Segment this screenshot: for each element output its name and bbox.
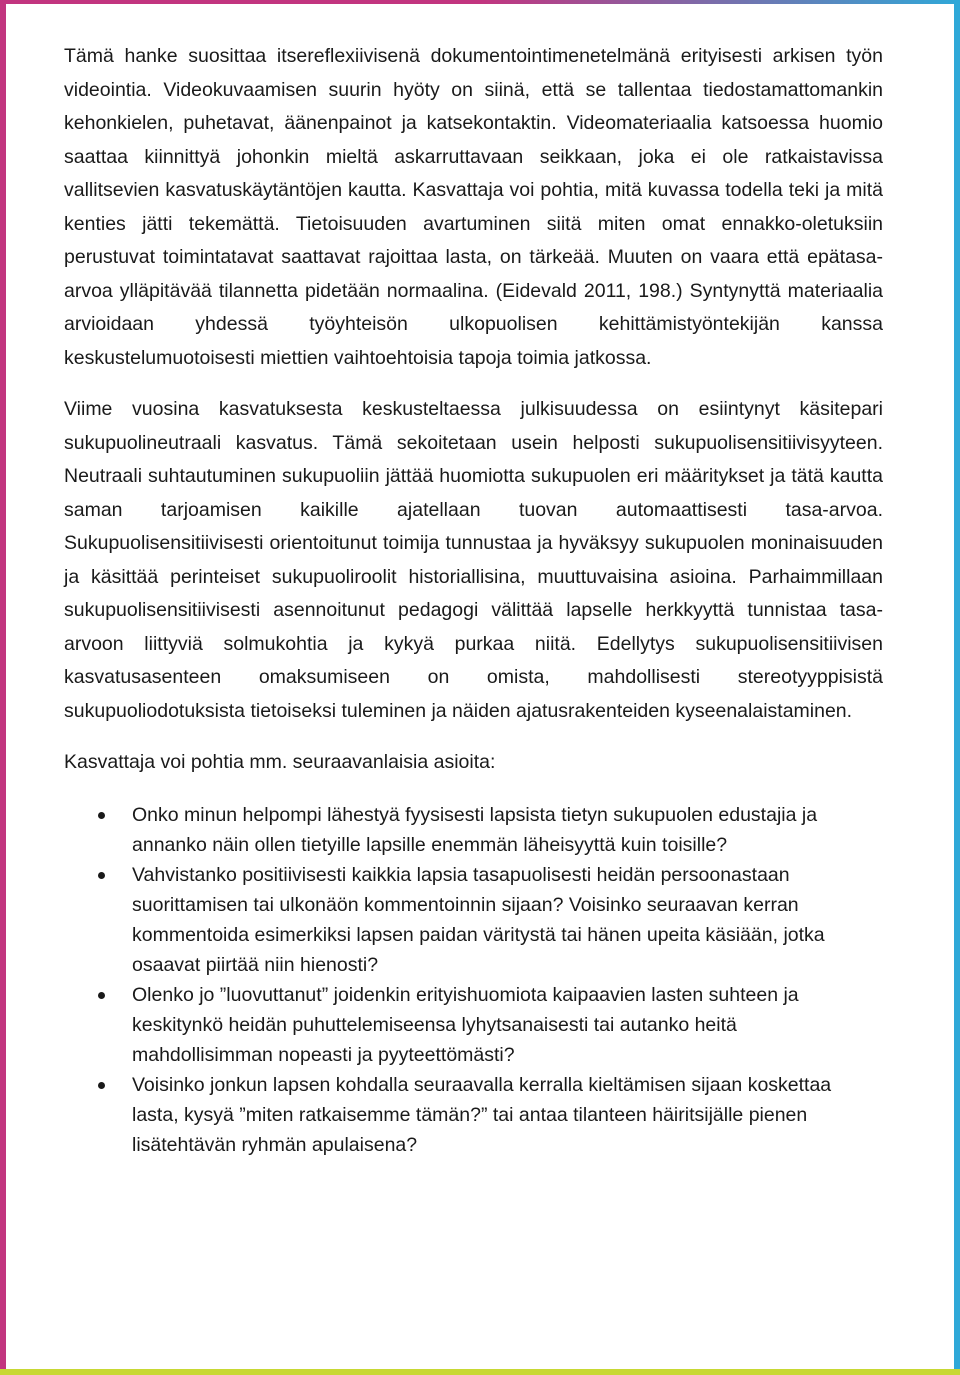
bullet-icon <box>98 992 105 999</box>
list-item-text: Voisinko jonkun lapsen kohdalla seuraavalla kerralla kieltämisen sijaan koskettaa lasta, kysyä ”miten ratkaisemme tämän?” tai antaa tilanteen häiritsijälle pienen lisätehtävän ryhmän apulaisena? <box>132 1073 832 1156</box>
list-item <box>64 980 883 1070</box>
document-body <box>64 40 883 1160</box>
paragraph-video-documentation: Tämä hanke suosittaa itsereflexiivisenä dokumentointimenetelmänä erityisesti arkisen työn videointia. Videokuvaamisen suurin hyöty on siinä, että se tallentaa tiedostamattomankin kehonkielen, puhetavat, äänenpainot ja katsekontaktin. Videomateriaalia katsoessa huomio saattaa kiinnittyä johonkin mieltä askarruttavaan seikkaan, joka ei ole ratkaistavissa vallitsevien kasvatuskäytäntöjen kautta. Kasvattaja voi pohtia, mitä kuvassa todella teki ja mitä kenties jätti tekemättä. Tietoisuuden avartuminen siitä miten omat ennakko-oletuksiin perustuvat toimintatavat saattavat rajoittaa lasta, on tärkeää. Muuten on vaara että epätasa-arvoa ylläpitävää tilannetta pidetään normaalina. (Eidevald 2011, 198.) Syntynyttä materiaalia arvioidaan yhdessä työyhteisön ulkopuolisen kehittämistyöntekijän kanssa keskustelumuotoisesti miettien vaihtoehtoisia tapoja toimia jatkossa. <box>64 45 883 369</box>
list-item-text: Onko minun helpompi lähestyä fyysisesti lapsista tietyn sukupuolen edustajia ja annanko näin ollen tietyille lapsille enemmän läheisyyttä kuin toisille? <box>132 803 818 856</box>
paragraph-list-intro: Kasvattaja voi pohtia mm. seuraavanlaisia asioita: <box>64 751 496 773</box>
list-item <box>64 860 883 980</box>
frame-border-left <box>0 0 6 1375</box>
frame-border-top <box>0 0 960 4</box>
bullet-icon <box>98 812 105 819</box>
list-item <box>64 1070 883 1160</box>
bullet-icon <box>98 1082 105 1089</box>
list-item-text: Olenko jo ”luovuttanut” joidenkin erityishuomiota kaipaavien lasten suhteen ja keskitynkö heidän puhuttelemiseensa lyhytsanaisesti tai autanko heitä mahdollisimman nopeasti ja pyyteettömästi? <box>132 983 799 1066</box>
list-item-text: Vahvistanko positiivisesti kaikkia lapsia tasapuolisesti heidän persoonastaan suorittamisen tai ulkonäön kommentoinnin sijaan? Voisinko seuraavan kerran kommentoida esimerkiksi lapsen paidan väritystä tai hänen upeita käsiään, jotka osaavat piirtää niin hienosti? <box>132 863 825 976</box>
frame-border-right <box>954 0 960 1375</box>
list-item <box>64 800 883 860</box>
frame-border-bottom <box>0 1369 960 1375</box>
bullet-icon <box>98 872 105 879</box>
reflection-questions-list <box>64 800 883 1160</box>
paragraph-gender-sensitivity: Viime vuosina kasvatuksesta keskusteltaessa julkisuudessa on esiintynyt käsitepari sukupuolineutraali kasvatus. Tämä sekoitetaan usein helposti sukupuolisensitiivisyyteen. Neutraali suhtautuminen sukupuoliin jättää huomiotta sukupuolen eri määritykset ja tätä kautta saman tarjoamisen kaikille ajatellaan tuovan automaattisesti tasa-arvoa. Sukupuolisensitiivisesti orientoitunut toimija tunnustaa ja hyväksyy sukupuolen moninaisuuden ja käsittää perinteiset sukupuoliroolit historiallisina, muuttuvaisina asioina. Parhaimmillaan sukupuolisensitiivisesti asennoitunut pedagogi välittää lapselle herkkyyttä tunnistaa tasa-arvoon liittyviä solmukohtia ja kykyä purkaa niitä. Edellytys sukupuolisensitiivisen kasvatusasenteen omaksumiseen on omista, mahdollisesti stereotyyppisistä sukupuoliodotuksista tietoiseksi tuleminen ja näiden ajatusrakenteiden kyseenalaistaminen. <box>64 398 883 722</box>
